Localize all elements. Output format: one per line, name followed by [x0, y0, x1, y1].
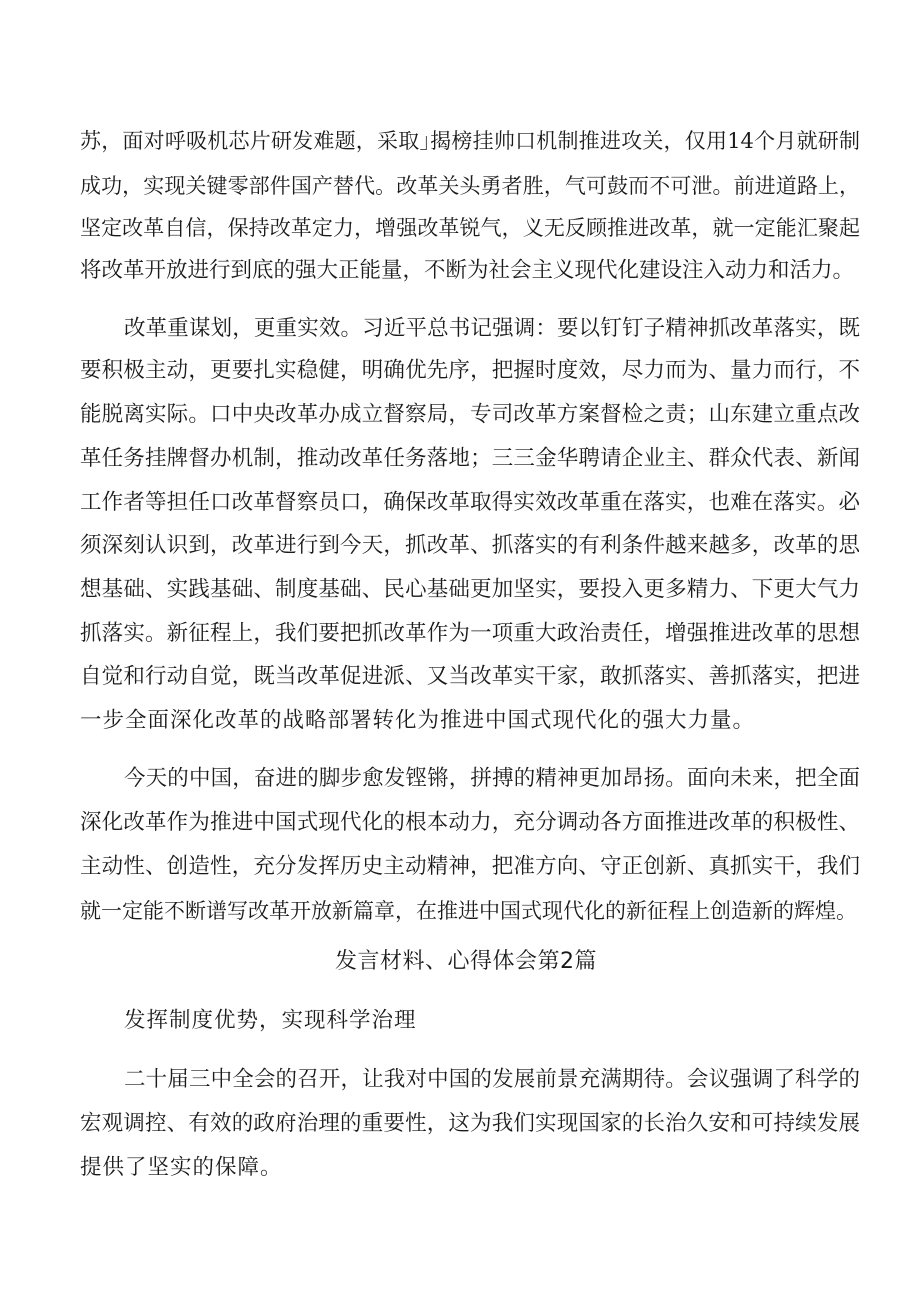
paragraph-line: 苏，面对呼吸机芯片研发难题，采取｣揭榜挂帅口机制推进攻关，仅用14个月就研制: [80, 129, 860, 153]
paragraph-line: 今天的中国，奋进的脚步愈发铿锵，拼搏的精神更加昂扬。面向未来，把全面: [124, 766, 860, 791]
paragraph-line: 主动性、创造性，充分发挥历史主动精神，把准方向、守正创新、真抓实干，我们: [80, 854, 860, 879]
paragraph-line: 宏观调控、有效的政府治理的重要性，这为我们实现国家的长治久安和可持续发展: [80, 1111, 860, 1136]
paragraph-line: 将改革开放进行到底的强大正能量，不断为社会主义现代化建设注入动力和活力。: [80, 258, 855, 283]
paragraph-line: 深化改革作为推进中国式现代化的根本动力，充分调动各方面推进改革的积极性、: [80, 810, 860, 835]
paragraph-line: 自觉和行动自觉，既当改革促进派、又当改革实干家，敢抓落实、善抓落实，把进: [80, 664, 860, 689]
paragraph-line: 改革重谋划，更重实效。习近平总书记强调：要以钉钉子精神抓改革落实，既: [124, 316, 860, 341]
section-heading: 发言材料、心得体会第2篇: [335, 949, 597, 974]
paragraph-line: 抓落实。新征程上，我们要把抓改革作为一项重大政治责任，增强推进改革的思想: [80, 621, 860, 646]
paragraph-line: 能脱离实际。口中央改革办成立督察局，专司改革方案督检之责；山东建立重点改: [80, 402, 860, 427]
paragraph-line: 想基础、实践基础、制度基础、民心基础更加坚实，要投入更多精力、下更大气力: [80, 577, 860, 602]
paragraph-line: 一步全面深化改革的战略部署转化为推进中国式现代化的强大力量。: [80, 708, 756, 733]
paragraph-line: 二十届三中全会的召开，让我对中国的发展前景充满期待。会议强调了科学的: [124, 1067, 860, 1092]
paragraph-line: 须深刻认识到，改革进行到今天，抓改革、抓落实的有利条件越来越多，改革的思: [80, 533, 860, 558]
paragraph-line: 就一定能不断谱写改革开放新篇章，在推进中国式现代化的新征程上创造新的辉煌。: [80, 899, 857, 923]
paragraph-line: 要积极主动，更要扎实稳健，明确优先序，把握时度效，尽力而为、量力而行，不: [80, 358, 860, 383]
paragraph-line: 成功，实现关键零部件国产替代。改革关头勇者胜，气可鼓而不可泄。前进道路上，: [80, 174, 860, 198]
paragraph-line: 革任务挂牌督办机制，推动改革任务落地；三三金华聘请企业主、群众代表、新闻: [80, 446, 860, 471]
section-subheading: 发挥制度优势，实现科学治理: [124, 1008, 417, 1033]
paragraph-line: 提供了坚实的保障。: [80, 1155, 283, 1180]
paragraph-line: 工作者等担任口改革督察员口，确保改革取得实效改革重在落实，也难在落实。必: [80, 490, 860, 515]
paragraph-line: 坚定改革自信，保持改革定力，增强改革锐气，义无反顾推进改革，就一定能汇聚起: [80, 216, 860, 240]
